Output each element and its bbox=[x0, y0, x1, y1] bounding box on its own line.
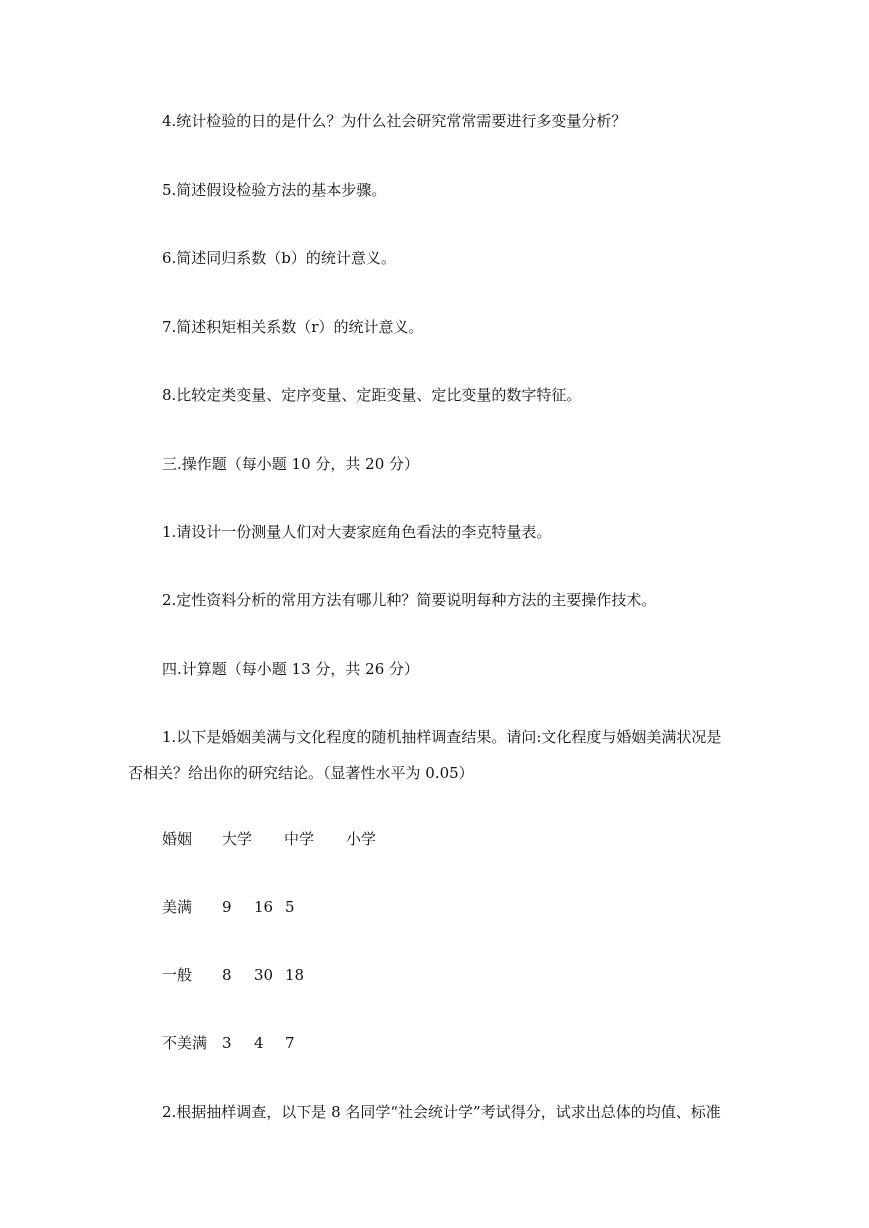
question-7: 7.简述积矩相关系数（r）的统计意义。 bbox=[162, 318, 424, 336]
table-cell: 7 bbox=[285, 1034, 295, 1052]
table-row-label: 一般 bbox=[162, 966, 193, 984]
table-header-cell: 婚姻 bbox=[162, 830, 193, 848]
table-cell: 16 bbox=[254, 898, 274, 916]
section-3-heading: 三.操作题（每小题 10 分，共 20 分） bbox=[162, 455, 420, 473]
table-cell: 3 bbox=[222, 1034, 232, 1052]
question-8: 8.比较定类变量、定序变量、定距变量、定比变量的数字特征。 bbox=[162, 386, 582, 404]
table-cell: 30 bbox=[254, 966, 274, 984]
table-header-cell: 大学 bbox=[222, 830, 253, 848]
table-cell: 8 bbox=[222, 966, 232, 984]
table-cell: 9 bbox=[222, 898, 232, 916]
section-4-q1-line1: 1.以下是婚姻美满与文化程度的随机抽样调查结果。请问:文化程度与婚姻美满状况是 bbox=[162, 728, 722, 746]
table-header-cell: 中学 bbox=[284, 830, 315, 848]
table-cell: 5 bbox=[285, 898, 295, 916]
table-row-label: 美满 bbox=[162, 898, 193, 916]
section-3-item-2: 2.定性资料分析的常用方法有哪儿种？简要说明每种方法的主要操作技术。 bbox=[162, 591, 657, 609]
section-3-item-1: 1.请设计一份测量人们对大妻家庭角色看法的李克特量表。 bbox=[162, 523, 552, 541]
table-cell: 18 bbox=[285, 966, 305, 984]
table-row-label: 不美满 bbox=[162, 1034, 208, 1052]
section-4-q1-line2: 否相关？给出你的研究结论。（显著性水平为 0.05） bbox=[128, 764, 474, 782]
table-cell: 4 bbox=[254, 1034, 264, 1052]
section-4-q2-line1: 2.根据抽样调查，以下是 8 名同学“社会统计学”考试得分，试求出总体的均值、标准 bbox=[162, 1103, 721, 1121]
question-5: 5.简述假设检验方法的基本步骤。 bbox=[162, 181, 387, 199]
section-4-heading: 四.计算题（每小题 13 分，共 26 分） bbox=[162, 660, 420, 678]
question-4: 4.统计检验的日的是什么？为什么社会研究常常需要进行多变量分析？ bbox=[162, 112, 627, 130]
table-header-cell: 小学 bbox=[346, 830, 377, 848]
question-6: 6.简述同归系数（b）的统计意义。 bbox=[162, 249, 396, 267]
